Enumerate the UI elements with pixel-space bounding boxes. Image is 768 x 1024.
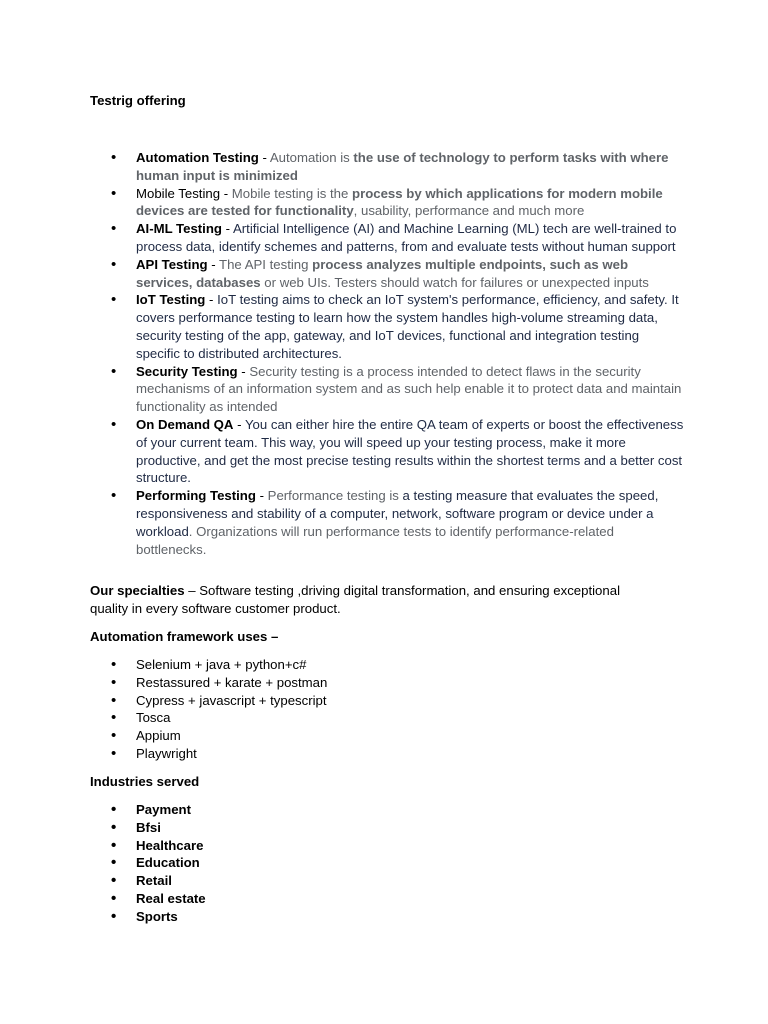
offering-name: AI-ML Testing	[136, 221, 222, 237]
offering-separator: -	[205, 292, 218, 308]
industry-item: • Healthcare	[90, 837, 684, 855]
offering-separator: -	[255, 488, 268, 504]
offering-separator: -	[233, 416, 245, 432]
frameworks-heading: Automation framework uses –	[90, 629, 279, 644]
offering-item	[90, 149, 684, 185]
framework-item: • Tosca	[90, 709, 684, 727]
specialties-paragraph	[90, 582, 660, 618]
offering-description: Mobile testing is the	[231, 185, 353, 201]
industry-item: • Real estate	[90, 890, 684, 908]
framework-item: • Selenium + java + python+c#	[90, 656, 684, 674]
framework-item: • Cypress + javascript + typescript	[90, 692, 684, 710]
offering-name: Mobile Testing	[136, 185, 221, 201]
offering-separator: -	[237, 363, 250, 379]
offering-description: Artificial Intelligence (AI) and Machine Learning (ML) tech are well-trained to process data, identify schemes and patterns, from and evaluate tests without human support	[136, 221, 677, 254]
industry-item: • Education	[90, 854, 684, 872]
offering-description: the use of technology to perform tasks with where human input is minimized	[136, 150, 669, 183]
framework-item: • Playwright	[90, 745, 684, 763]
offering-name: Performing Testing	[136, 488, 256, 504]
offering-description: . This way, you will speed up your testing process, make it more productive, and get the most precise testing results within the shortest terms and a better cost structure.	[136, 434, 683, 486]
frameworks-list	[90, 656, 684, 763]
offering-description: process analyzes multiple endpoints, such as web services, databases	[136, 256, 629, 290]
offering-description: a testing measure that evaluates the speed, responsiveness and stability of a computer, network, software program or device under a workload	[136, 488, 659, 539]
offering-item	[90, 220, 684, 256]
industry-item: • Retail	[90, 872, 684, 890]
offering-name: IoT Testing	[136, 292, 206, 308]
offering-item	[90, 291, 684, 362]
offering-description: . It covers performance testing to learn how the system handles high-volume streaming data, security testing of the app, gateway, and IoT devices, functional and integration testing specific to distributed architectures.	[136, 292, 679, 361]
industry-item: • Payment	[90, 801, 684, 819]
offering-separator: -	[220, 185, 232, 201]
offering-separator: -	[221, 221, 233, 237]
offering-separator: -	[207, 256, 220, 272]
offering-description: , usability, performance and much more	[353, 203, 585, 219]
offering-description: IoT testing	[217, 292, 283, 308]
offering-name: API Testing	[136, 256, 208, 272]
specialties-text: – Software testing ,driving digital transformation, and ensuring exceptional quality in every software customer product.	[90, 583, 620, 616]
offering-description: aims to check an IoT system's performance, efficiency, and safety	[282, 292, 665, 308]
specialties-label: Our specialties	[90, 583, 185, 598]
offering-separator: -	[258, 150, 270, 165]
framework-item: • Appium	[90, 727, 684, 745]
offering-name: Automation Testing	[136, 150, 259, 165]
offering-description: The API testing	[219, 256, 313, 272]
offering-name: On Demand QA	[136, 416, 234, 432]
offerings-list	[90, 149, 684, 558]
offering-item	[90, 416, 684, 487]
offering-item	[90, 363, 684, 416]
offering-description: You can either hire the entire QA team of experts or boost the effectiveness of your current team	[136, 416, 684, 450]
industries-list	[90, 801, 684, 926]
industries-heading: Industries served	[90, 774, 200, 789]
offering-name: Security Testing	[136, 363, 238, 379]
industry-item: • Bfsi	[90, 819, 684, 837]
framework-item: • Restassured + karate + postman	[90, 674, 684, 692]
offering-item	[90, 185, 684, 221]
document-title: Testrig offering	[90, 93, 186, 108]
offering-item	[90, 256, 684, 292]
offering-description: process by which applications for modern mobile devices are tested for functionality	[136, 185, 663, 219]
industry-item: • Sports	[90, 908, 684, 926]
offering-description: Performance testing is	[267, 488, 403, 504]
offering-description: Security testing is a process intended to detect flaws in the security mechanisms of an information system and as such help enable it to protect data and maintain functionality as intended	[136, 363, 682, 415]
offering-description: Automation is	[269, 150, 354, 165]
offering-description: . Organizations will run performance tests to identify performance-related bottlenecks.	[136, 523, 614, 557]
offering-item	[90, 487, 684, 558]
offering-description: or web UIs. Testers should watch for failures or unexpected inputs	[260, 274, 649, 290]
